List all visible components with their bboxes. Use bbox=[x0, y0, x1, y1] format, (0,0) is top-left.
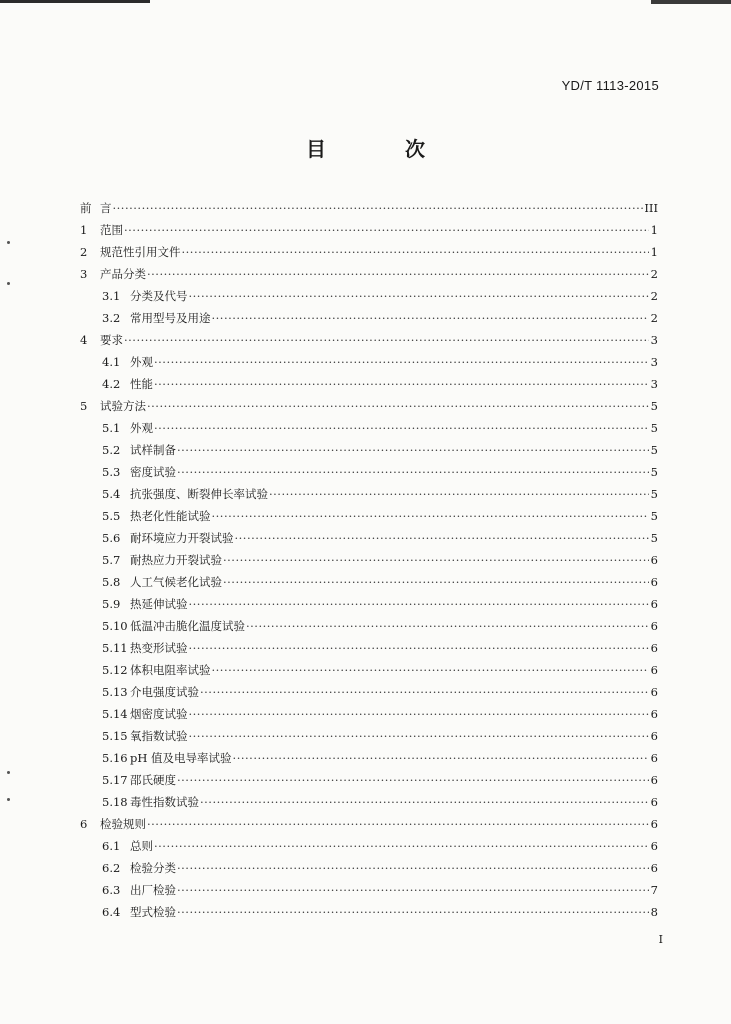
toc-entry-number: 5.2 bbox=[102, 443, 121, 457]
toc-entry-page: 6 bbox=[650, 839, 658, 853]
toc-entry-number: 5.10 bbox=[102, 619, 128, 633]
toc-entry[interactable] bbox=[80, 417, 658, 439]
toc-entry[interactable] bbox=[80, 703, 658, 725]
toc-entry-number: 6.1 bbox=[102, 839, 121, 853]
toc-dot-leader bbox=[177, 461, 649, 483]
toc-entry[interactable] bbox=[80, 373, 658, 395]
toc-entry[interactable] bbox=[80, 197, 658, 219]
toc-entry-title: 邵氏硬度 bbox=[130, 773, 176, 787]
toc-entry[interactable] bbox=[80, 637, 658, 659]
toc-entry-title: 低温冲击脆化温度试验 bbox=[130, 619, 245, 633]
toc-entry-number: 4 bbox=[80, 333, 88, 347]
toc-dot-leader bbox=[223, 571, 649, 593]
toc-entry[interactable] bbox=[80, 681, 658, 703]
toc-entry-number: 5.18 bbox=[102, 795, 128, 809]
toc-entry-title: 分类及代号 bbox=[130, 289, 188, 303]
toc-entry-page: 6 bbox=[650, 817, 658, 831]
scan-speck bbox=[7, 771, 10, 774]
toc-entry-page: 6 bbox=[650, 861, 658, 875]
toc-entry-number: 5 bbox=[80, 399, 88, 413]
toc-dot-leader bbox=[235, 527, 650, 549]
toc-dot-leader bbox=[189, 637, 650, 659]
toc-dot-leader bbox=[200, 681, 649, 703]
toc-entry[interactable] bbox=[80, 879, 658, 901]
toc-entry-page: 6 bbox=[650, 795, 658, 809]
toc-entry-title: 检验规则 bbox=[100, 817, 146, 831]
toc-entry[interactable] bbox=[80, 593, 658, 615]
toc-entry-title: 型式检验 bbox=[130, 905, 176, 919]
toc-entry[interactable] bbox=[80, 813, 658, 835]
toc-entry-page: 6 bbox=[650, 663, 658, 677]
scan-edge-top bbox=[0, 0, 150, 3]
toc-entry[interactable] bbox=[80, 307, 658, 329]
toc-entry-number: 5.5 bbox=[102, 509, 121, 523]
toc-entry-title: 试样制备 bbox=[130, 443, 176, 457]
toc-entry-title: 产品分类 bbox=[100, 267, 146, 281]
toc-entry-number: 6 bbox=[80, 817, 88, 831]
toc-dot-leader bbox=[189, 285, 650, 307]
toc-entry[interactable] bbox=[80, 615, 658, 637]
toc-entry-title: 体积电阻率试验 bbox=[130, 663, 211, 677]
toc-entry-number: 5.15 bbox=[102, 729, 128, 743]
toc-entry[interactable] bbox=[80, 285, 658, 307]
toc-dot-leader bbox=[200, 791, 649, 813]
toc-entry-page: 2 bbox=[650, 267, 658, 281]
toc-entry-number: 5.8 bbox=[102, 575, 121, 589]
toc-entry-page: 5 bbox=[650, 399, 658, 413]
toc-entry-number: 5.13 bbox=[102, 685, 128, 699]
toc-entry-title: 毒性指数试验 bbox=[130, 795, 199, 809]
toc-entry-title: 言 bbox=[100, 201, 112, 215]
toc-entry-page: 5 bbox=[650, 531, 658, 545]
toc-entry-title: 耐环境应力开裂试验 bbox=[130, 531, 234, 545]
toc-entry-number: 6.4 bbox=[102, 905, 121, 919]
toc-entry-title: 烟密度试验 bbox=[130, 707, 188, 721]
toc-entry[interactable] bbox=[80, 351, 658, 373]
toc-entry-title: 范围 bbox=[100, 223, 123, 237]
toc-dot-leader bbox=[246, 615, 649, 637]
toc-entry[interactable] bbox=[80, 901, 658, 923]
toc-dot-leader bbox=[177, 879, 649, 901]
toc-entry-page: 6 bbox=[650, 553, 658, 567]
toc-entry-title: 人工气候老化试验 bbox=[130, 575, 222, 589]
toc-entry-title: 介电强度试验 bbox=[130, 685, 199, 699]
toc-entry-title: 外观 bbox=[130, 421, 153, 435]
toc-entry-number: 5.12 bbox=[102, 663, 128, 677]
toc-entry[interactable] bbox=[80, 395, 658, 417]
toc-dot-leader bbox=[189, 593, 650, 615]
toc-entry-page: 6 bbox=[650, 707, 658, 721]
toc-entry[interactable] bbox=[80, 241, 658, 263]
toc-entry-number: 5.6 bbox=[102, 531, 121, 545]
toc-entry-number: 5.4 bbox=[102, 487, 121, 501]
toc-dot-leader bbox=[189, 703, 650, 725]
toc-entry-page: 6 bbox=[650, 641, 658, 655]
toc-entry-page: 5 bbox=[650, 465, 658, 479]
toc-entry-title: 耐热应力开裂试验 bbox=[130, 553, 222, 567]
toc-dot-leader bbox=[269, 483, 649, 505]
scan-speck bbox=[7, 241, 10, 244]
toc-entry-page: 5 bbox=[650, 421, 658, 435]
toc-entry-number: 6.2 bbox=[102, 861, 121, 875]
toc-entry-page: 7 bbox=[650, 883, 658, 897]
scan-speck bbox=[7, 282, 10, 285]
toc-entry-number: 4.1 bbox=[102, 355, 121, 369]
toc-entry-page: 1 bbox=[650, 245, 658, 259]
toc-entry-number: 5.14 bbox=[102, 707, 128, 721]
toc-dot-leader bbox=[147, 395, 649, 417]
toc-entry-page: 2 bbox=[650, 289, 658, 303]
toc-entry-number: 5.17 bbox=[102, 773, 128, 787]
toc-entry-title: 密度试验 bbox=[130, 465, 176, 479]
toc-entry-number: 5.1 bbox=[102, 421, 121, 435]
toc-entry-number: 5.11 bbox=[102, 641, 128, 655]
toc-entry-number: 5.7 bbox=[102, 553, 121, 567]
toc-dot-leader bbox=[154, 373, 649, 395]
toc-entry-page: 5 bbox=[650, 443, 658, 457]
toc-entry-title: 检验分类 bbox=[130, 861, 176, 875]
toc-entry-title: 抗张强度、断裂伸长率试验 bbox=[130, 487, 268, 501]
toc-entry-number: 3 bbox=[80, 267, 88, 281]
toc-dot-leader bbox=[154, 351, 649, 373]
toc-dot-leader bbox=[154, 835, 649, 857]
standard-number: YD/T 1113-2015 bbox=[561, 78, 659, 93]
scan-speck bbox=[7, 798, 10, 801]
toc-entry-title: 氧指数试验 bbox=[130, 729, 188, 743]
toc-entry-number: 5.9 bbox=[102, 597, 121, 611]
toc-entry-title: 出厂检验 bbox=[130, 883, 176, 897]
toc-entry-page: 3 bbox=[650, 355, 658, 369]
toc-entry-page: 2 bbox=[650, 311, 658, 325]
toc-dot-leader bbox=[124, 329, 649, 351]
toc-entry-title: 总则 bbox=[130, 839, 153, 853]
toc-entry[interactable] bbox=[80, 659, 658, 681]
toc-dot-leader bbox=[147, 813, 649, 835]
toc-entry[interactable] bbox=[80, 549, 658, 571]
toc-entry-title: 常用型号及用途 bbox=[130, 311, 211, 325]
toc-entry[interactable] bbox=[80, 263, 658, 285]
toc-entry-number: 2 bbox=[80, 245, 88, 259]
toc-entry[interactable] bbox=[80, 791, 658, 813]
toc-entry[interactable] bbox=[80, 219, 658, 241]
toc-entry-title: 性能 bbox=[130, 377, 153, 391]
toc-entry[interactable] bbox=[80, 747, 658, 769]
toc-entry-page: 6 bbox=[650, 619, 658, 633]
toc-entry-title: 规范性引用文件 bbox=[100, 245, 181, 259]
toc-entry-title: 外观 bbox=[130, 355, 153, 369]
toc-entry[interactable] bbox=[80, 835, 658, 857]
toc-entry-page: 1 bbox=[650, 223, 658, 237]
toc-entry-title: 热老化性能试验 bbox=[130, 509, 211, 523]
toc-entry-title: 试验方法 bbox=[100, 399, 146, 413]
toc-entry-page: 6 bbox=[650, 575, 658, 589]
toc-entry-number: 3.1 bbox=[102, 289, 121, 303]
toc-dot-leader bbox=[177, 857, 649, 879]
toc-entry[interactable] bbox=[80, 571, 658, 593]
toc-entry-title: 热变形试验 bbox=[130, 641, 188, 655]
toc-dot-leader bbox=[177, 769, 649, 791]
toc-entry[interactable] bbox=[80, 527, 658, 549]
page-title: 目 次 bbox=[306, 137, 461, 161]
toc-entry-title: 要求 bbox=[100, 333, 123, 347]
toc-dot-leader bbox=[177, 439, 649, 461]
toc-dot-leader bbox=[182, 241, 650, 263]
toc-entry[interactable] bbox=[80, 329, 658, 351]
toc-dot-leader bbox=[212, 307, 650, 329]
toc-dot-leader bbox=[223, 549, 649, 571]
toc-entry-number: 6.3 bbox=[102, 883, 121, 897]
toc-entry[interactable] bbox=[80, 439, 658, 461]
toc-entry-number: 前 bbox=[80, 201, 92, 215]
toc-entry-page: 5 bbox=[650, 487, 658, 501]
toc-entry[interactable] bbox=[80, 725, 658, 747]
toc-entry-number: 5.3 bbox=[102, 465, 121, 479]
toc-entry[interactable] bbox=[80, 483, 658, 505]
toc-entry-page: 6 bbox=[650, 729, 658, 743]
toc-entry[interactable] bbox=[80, 461, 658, 483]
toc-dot-leader bbox=[233, 747, 649, 769]
toc-entry-page: III bbox=[644, 201, 658, 215]
toc-dot-leader bbox=[212, 659, 650, 681]
toc-dot-leader bbox=[212, 505, 650, 527]
toc-dot-leader bbox=[177, 901, 649, 923]
toc-entry-page: 8 bbox=[650, 905, 658, 919]
toc-dot-leader bbox=[147, 263, 649, 285]
toc-entry-page: 6 bbox=[650, 685, 658, 699]
toc-entry-number: 4.2 bbox=[102, 377, 121, 391]
toc-entry-number: 3.2 bbox=[102, 311, 121, 325]
toc-entry[interactable] bbox=[80, 505, 658, 527]
toc-entry[interactable] bbox=[80, 769, 658, 791]
page-number: I bbox=[658, 933, 663, 946]
toc-entry-page: 6 bbox=[650, 751, 658, 765]
toc-entry-number: 5.16 bbox=[102, 751, 128, 765]
toc-entry-title: pH 值及电导率试验 bbox=[130, 751, 232, 765]
toc-dot-leader bbox=[154, 417, 649, 439]
toc-entry-number: 1 bbox=[80, 223, 88, 237]
toc-entry[interactable] bbox=[80, 857, 658, 879]
scan-edge-top-right bbox=[651, 0, 731, 4]
toc-entry-page: 5 bbox=[650, 509, 658, 523]
toc-entry-page: 6 bbox=[650, 773, 658, 787]
toc-entry-page: 3 bbox=[650, 377, 658, 391]
toc-dot-leader bbox=[124, 219, 649, 241]
toc-dot-leader bbox=[113, 197, 644, 219]
toc-entry-title: 热延伸试验 bbox=[130, 597, 188, 611]
toc-dot-leader bbox=[189, 725, 650, 747]
toc-entry-page: 6 bbox=[650, 597, 658, 611]
toc-entry-page: 3 bbox=[650, 333, 658, 347]
